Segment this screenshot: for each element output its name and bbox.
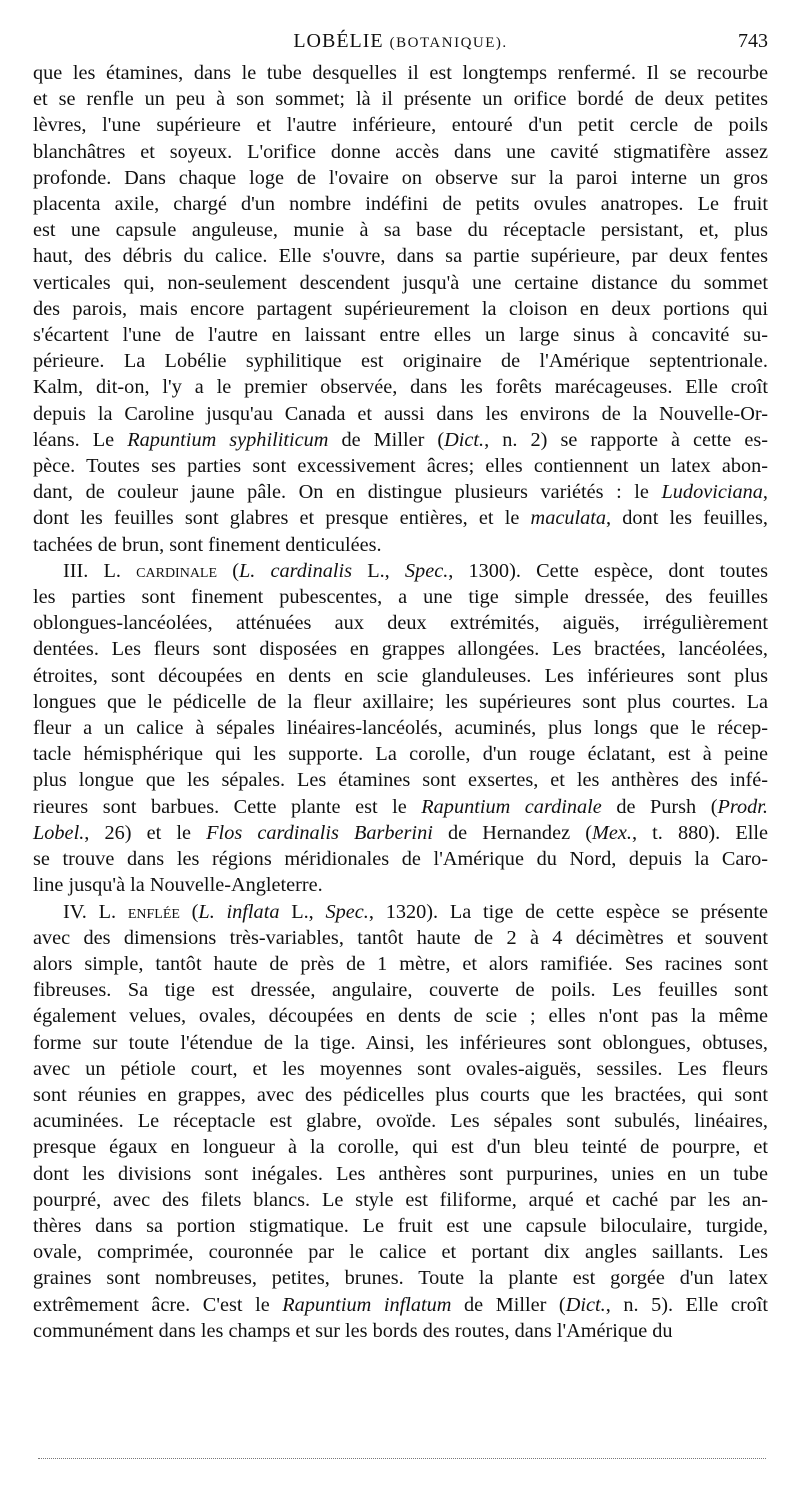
text-line: line jusqu'à la Nouvelle-Angleterre.: [33, 874, 323, 897]
text-line: oblongues-lancéolées, atténuées aux deux extrémités, aiguës, irrégulièrement: [33, 612, 768, 635]
text-line: les parties sont finement pubescentes, a une tige simple dressée, des feuilles: [33, 586, 768, 609]
paragraph-species-iv: [33, 899, 768, 1344]
running-head: [33, 30, 768, 60]
text-line: tacle hémisphérique qui les supporte. La corolle, d'un rouge éclatant, est à peine: [33, 743, 768, 766]
text-line: longues que le pédicelle de la fleur axillaire; les supérieures sont plus courtes. La: [33, 690, 768, 713]
text-line: communément dans les champs et sur les bords des routes, dans l'Amérique du: [33, 1319, 673, 1342]
text-line: haut, des débris du calice. Elle s'ouvre, dans sa partie supérieure, par deux fentes: [33, 245, 768, 268]
text-line: sont réunies en grappes, avec des pédicelles plus courts que les bractées, qui sont: [33, 1083, 768, 1106]
text-line: forme sur toute l'étendue de la tige. Ainsi, les inférieures sont oblongues, obtuses,: [33, 1031, 768, 1054]
text-line: thères dans sa portion stigmatique. Le fruit est une capsule biloculaire, turgide,: [33, 1214, 768, 1237]
text-line: dont les feuilles sont glabres et presque entières, et le maculata, dont les feuilles,: [33, 507, 768, 530]
text-line: fibreuses. Sa tige est dressée, angulaire, couverte de poils. Les feuilles sont: [33, 979, 768, 1002]
text-line: également velues, ovales, découpées en dents de scie ; elles n'ont pas la même: [33, 1005, 768, 1028]
text-line: léans. Le Rapuntium syphiliticum de Miller (Dict., n. 2) se rapporte à cette es-: [33, 428, 768, 451]
text-line: verticales qui, non-seulement descendent jusqu'à une certaine distance du sommet: [33, 271, 768, 294]
body-text: [33, 60, 768, 1344]
text-line: pèce. Toutes ses parties sont excessivement âcres; elles contiennent un latex abon-: [33, 455, 768, 478]
text-line: avec des dimensions très-variables, tantôt haute de 2 à 4 décimètres et souvent: [33, 926, 768, 949]
text-line: et se renfle un peu à son sommet; là il présente un orifice bordé de deux petites: [33, 88, 768, 111]
text-line: pourpré, avec des filets blancs. Le style est filiforme, arqué et caché par les an-: [33, 1188, 768, 1211]
running-head-main: LOBÉLIE: [293, 30, 384, 52]
paragraph-species-iii: [33, 558, 768, 899]
text-line: blanchâtres et soyeux. L'orifice donne accès dans une cavité stigmatifère assez: [33, 140, 768, 163]
text-line: IV. L. enflée (L. inflata L., Spec., 1320). La tige de cette espèce se présente: [63, 900, 769, 923]
running-head-title: [33, 30, 768, 53]
text-line: dentées. Les fleurs sont disposées en grappes allongées. Les bractées, lancéolées,: [33, 638, 768, 661]
paragraph-continuation: [33, 60, 768, 558]
text-line: acuminées. Le réceptacle est glabre, ovoïde. Les sépales sont subulés, linéaires,: [33, 1110, 768, 1133]
text-line: III. L. cardinale (L. cardinalis L., Spec., 1300). Cette espèce, dont toutes: [63, 559, 769, 582]
text-line: placenta axile, chargé d'un nombre indéfini de petits ovules anatropes. Le fruit: [33, 193, 768, 216]
text-line: lèvres, l'une supérieure et l'autre inférieure, entouré d'un petit cercle de poils: [33, 114, 768, 137]
footer-rule: [38, 1458, 766, 1459]
text-line: dant, de couleur jaune pâle. On en distingue plusieurs variétés : le Ludoviciana,: [33, 481, 768, 504]
text-line: extrêmement âcre. C'est le Rapuntium inflatum de Miller (Dict., n. 5). Elle croît: [33, 1293, 768, 1316]
text-line: se trouve dans les régions méridionales de l'Amérique du Nord, depuis la Caro-: [33, 848, 768, 871]
text-line: rieures sont barbues. Cette plante est le Rapuntium cardinale de Pursh (Prodr.: [33, 795, 768, 818]
text-line: est une capsule anguleuse, munie à sa base du réceptacle persistant, et, plus: [33, 219, 768, 242]
text-line: Kalm, dit-on, l'y a le premier observée, dans les forêts marécageuses. Elle croît: [33, 376, 768, 399]
text-line: tachées de brun, sont finement denticulées.: [33, 533, 382, 556]
text-line: presque égaux en longueur à la corolle, qui est d'un bleu teinté de pourpre, et: [33, 1136, 768, 1159]
text-line: profonde. Dans chaque loge de l'ovaire on observe sur la paroi interne un gros: [33, 166, 768, 189]
text-line: Lobel., 26) et le Flos cardinalis Barberini de Hernandez (Mex., t. 880). Elle: [33, 821, 768, 844]
text-line: périeure. La Lobélie syphilitique est originaire de l'Amérique septentrionale.: [33, 350, 768, 373]
text-line: que les étamines, dans le tube desquelles il est longtemps renfermé. Il se recourbe: [33, 62, 768, 84]
running-head-subtitle: (BOTANIQUE).: [389, 35, 508, 51]
text-line: depuis la Caroline jusqu'au Canada et aussi dans les environs de la Nouvelle-Or-: [33, 402, 768, 425]
text-line: fleur a un calice à sépales linéaires-lancéolés, acuminés, plus longs que le récep-: [33, 717, 768, 740]
text-line: ovale, comprimée, couronnée par le calice et portant dix angles saillants. Les: [33, 1241, 768, 1264]
text-line: des parois, mais encore partagent supérieurement la cloison en deux portions qui: [33, 297, 768, 320]
text-line: étroites, sont découpées en dents en scie glanduleuses. Les inférieures sont plus: [33, 664, 768, 687]
text-line: alors simple, tantôt haute de près de 1 mètre, et alors ramifiée. Ses racines sont: [33, 952, 768, 975]
text-line: s'écartent l'une de l'autre en laissant entre elles un large sinus à concavité su-: [33, 324, 768, 347]
text-line: graines sont nombreuses, petites, brunes. Toute la plante est gorgée d'un latex: [33, 1267, 768, 1290]
page-number: 743: [738, 30, 768, 52]
text-line: avec un pétiole court, et les moyennes sont ovales-aiguës, sessiles. Les fleurs: [33, 1057, 768, 1080]
text-line: dont les divisions sont inégales. Les anthères sont purpurines, unies en un tube: [33, 1162, 768, 1185]
text-line: plus longue que les sépales. Les étamines sont exsertes, et les anthères des infé-: [33, 769, 768, 792]
